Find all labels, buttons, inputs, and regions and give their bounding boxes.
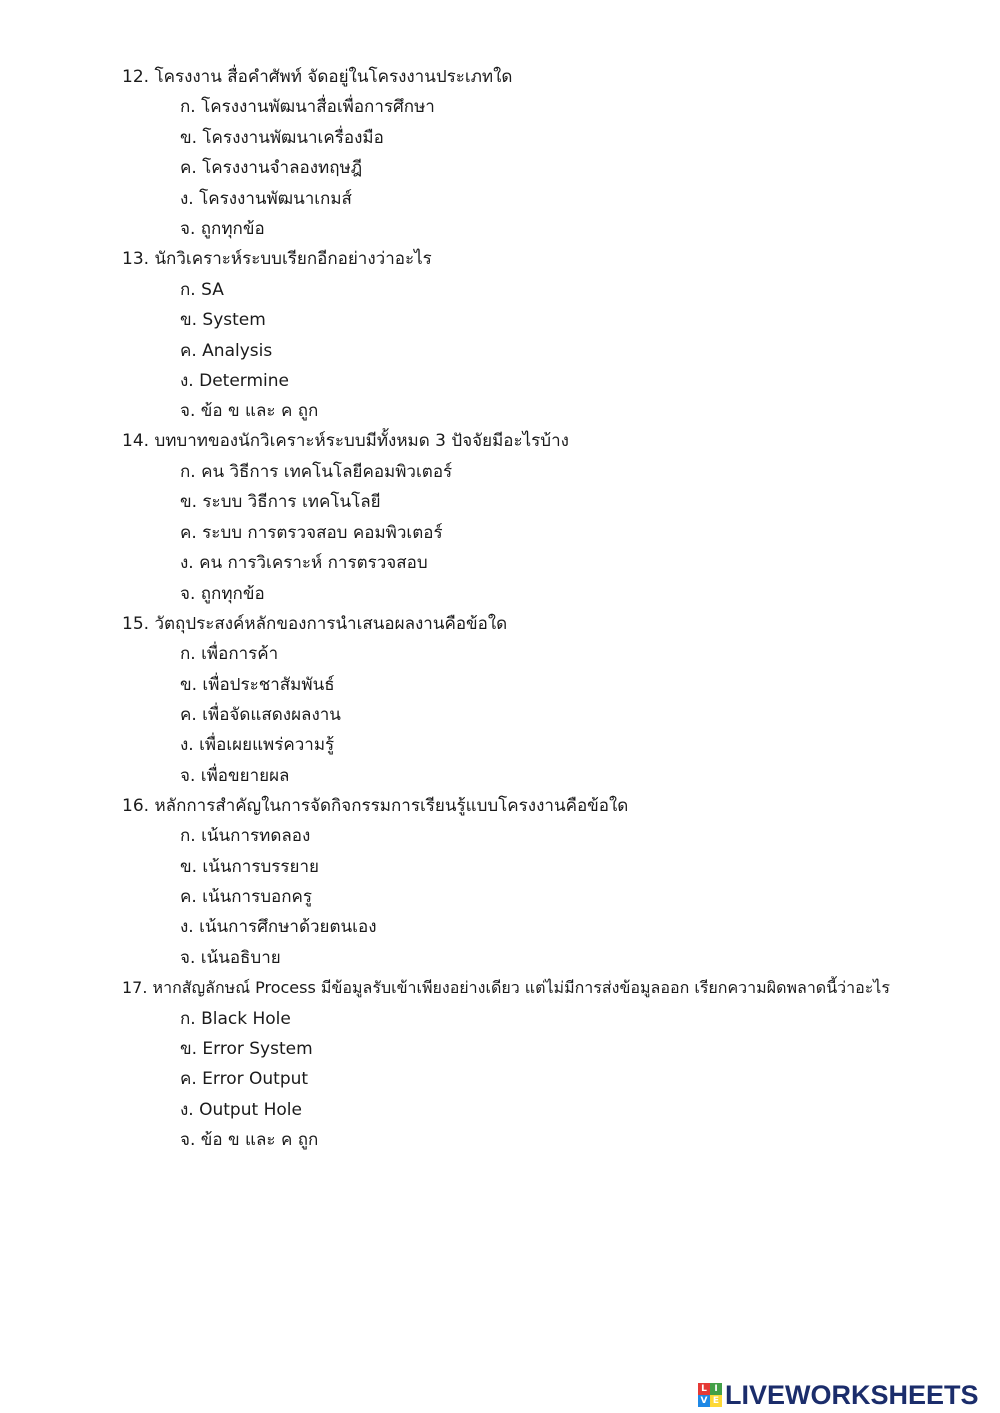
q15-option-e: จ. เพื่อขยายผล [180, 766, 290, 786]
q14-option-b: ข. ระบบ วิธีการ เทคโนโลยี [180, 492, 381, 512]
q16-option-d: ง. เน้นการศึกษาด้วยตนเอง [180, 917, 377, 937]
q12-option-a: ก. โครงงานพัฒนาสื่อเพื่อการศึกษา [180, 97, 435, 117]
q13-option-c: ค. Analysis [180, 341, 273, 361]
q15-option-c: ค. เพื่อจัดแสดงผลงาน [180, 705, 341, 725]
q13-option-b: ข. System [180, 310, 266, 330]
q17-option-b: ข. Error System [180, 1039, 313, 1059]
q16-option-c: ค. เน้นการบอกครู [180, 887, 312, 907]
logo-mark-i: I [710, 1383, 722, 1395]
q14-option-a: ก. คน วิธีการ เทคโนโลยีคอมพิวเตอร์ [180, 462, 453, 482]
liveworksheets-logo [698, 1378, 979, 1412]
logo-mark-l: L [698, 1383, 710, 1395]
q16-option-a: ก. เน้นการทดลอง [180, 826, 311, 846]
logo-text: LIVEWORKSHEETS [725, 1380, 979, 1410]
q12-option-c: ค. โครงงานจำลองทฤษฎี [180, 158, 363, 178]
q12-option-e: จ. ถูกทุกข้อ [180, 219, 265, 239]
question-17: 17. หากสัญลักษณ์ Process มีข้อมูลรับเข้าเพียงอย่างเดียว แต่ไม่มีการส่งข้อมูลออก เรียกความผิดพลาดนี้ว่าอะไร [122, 978, 890, 997]
q13-option-a: ก. SA [180, 280, 224, 300]
logo-mark-icon [698, 1383, 722, 1407]
q15-option-b: ข. เพื่อประชาสัมพันธ์ [180, 675, 335, 695]
q15-option-d: ง. เพื่อเผยแพร่ความรู้ [180, 735, 335, 755]
question-16: 16. หลักการสำคัญในการจัดกิจกรรมการเรียนรู้แบบโครงงานคือข้อใด [122, 796, 629, 816]
question-15: 15. วัตถุประสงค์หลักของการนำเสนอผลงานคือข้อใด [122, 614, 508, 634]
question-12: 12. โครงงาน สื่อคำศัพท์ จัดอยู่ในโครงงานประเภทใด [122, 67, 513, 87]
q17-option-e: จ. ข้อ ข และ ค ถูก [180, 1130, 319, 1150]
logo-mark-v: V [698, 1395, 710, 1407]
q14-option-e: จ. ถูกทุกข้อ [180, 584, 265, 604]
q14-option-d: ง. คน การวิเคราะห์ การตรวจสอบ [180, 553, 428, 573]
q13-option-d: ง. Determine [180, 371, 289, 391]
q13-option-e: จ. ข้อ ข และ ค ถูก [180, 401, 319, 421]
question-14: 14. บทบาทของนักวิเคราะห์ระบบมีทั้งหมด 3 ปัจจัยมีอะไรบ้าง [122, 431, 569, 451]
q14-option-c: ค. ระบบ การตรวจสอบ คอมพิวเตอร์ [180, 523, 443, 543]
q16-option-e: จ. เน้นอธิบาย [180, 948, 281, 968]
q16-option-b: ข. เน้นการบรรยาย [180, 857, 319, 877]
q12-option-b: ข. โครงงานพัฒนาเครื่องมือ [180, 128, 384, 148]
logo-mark-e: E [710, 1395, 722, 1407]
question-13: 13. นักวิเคราะห์ระบบเรียกอีกอย่างว่าอะไร [122, 249, 432, 269]
q15-option-a: ก. เพื่อการค้า [180, 644, 279, 664]
q12-option-d: ง. โครงงานพัฒนาเกมส์ [180, 189, 352, 209]
q17-option-d: ง. Output Hole [180, 1100, 302, 1120]
q17-option-c: ค. Error Output [180, 1069, 309, 1089]
q17-option-a: ก. Black Hole [180, 1009, 291, 1029]
